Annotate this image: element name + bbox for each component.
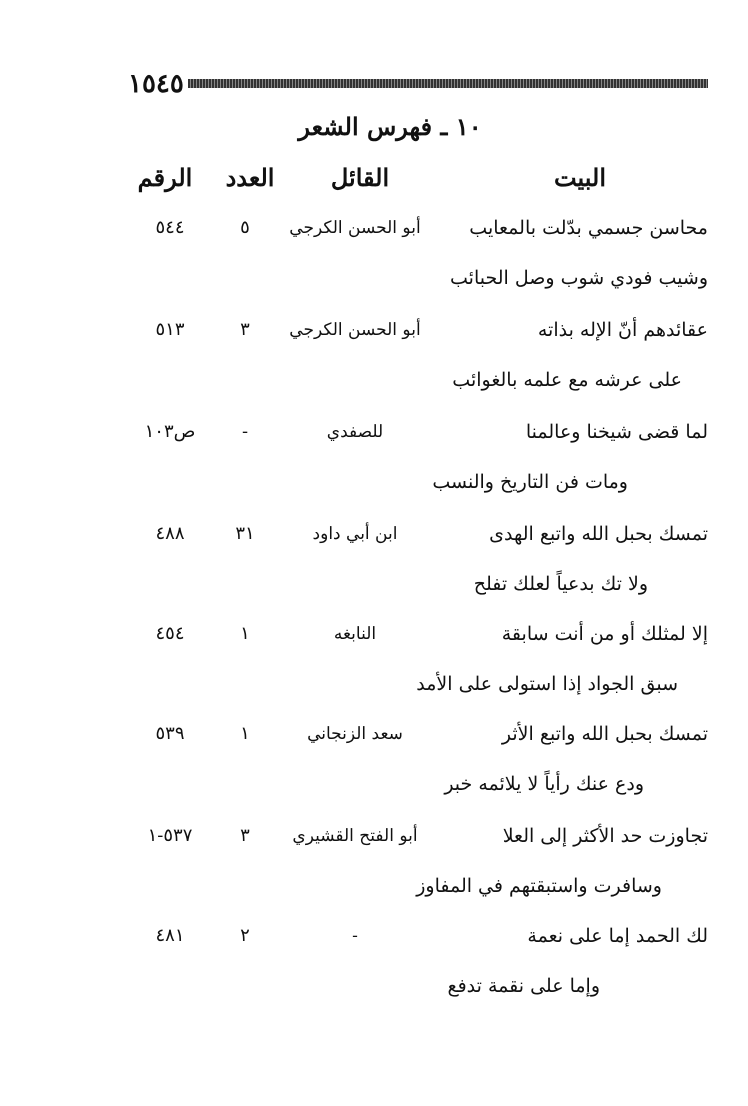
table-row	[0, 822, 748, 924]
speaker-cell: أبو الحسن الكرجي	[289, 320, 421, 340]
speaker-cell: سعد الزنجاني	[307, 724, 403, 744]
verse-second-hemistich: سبق الجواد إذا استولى على الأمد	[416, 673, 678, 695]
section-title: ١٠ ـ فهرس الشعر	[298, 112, 482, 141]
header-rule	[188, 79, 708, 88]
verse-first-hemistich: لك الحمد إما على نعمة	[527, 925, 708, 947]
number-cell: ٤٥٤	[155, 623, 185, 644]
verse-second-hemistich: ودع عنك رأياً لا يلائمه خبر	[444, 773, 644, 795]
count-cell: ٢	[240, 925, 250, 946]
table-row	[0, 214, 748, 316]
page-number: ١٥٤٥	[128, 69, 184, 99]
verse-first-hemistich: تمسك بحبل الله واتبع الأثر	[501, 723, 708, 745]
column-header-verse: البيت	[553, 163, 607, 192]
count-cell: ١	[240, 623, 250, 644]
count-cell: ٣	[240, 319, 250, 340]
number-cell: ٥١٣	[155, 319, 185, 340]
number-cell: ٥٣٧-١	[147, 825, 193, 846]
speaker-cell: أبو الحسن الكرجي	[289, 218, 421, 238]
verse-second-hemistich: وشيب فودي شوب وصل الحبائب	[450, 267, 708, 289]
count-cell: ٥	[240, 217, 250, 238]
speaker-cell: أبو الفتح القشيري	[292, 826, 418, 846]
verse-second-hemistich: وسافرت واستبقتهم في المفاوز	[416, 875, 662, 897]
verse-first-hemistich: إلا لمثلك أو من أنت سابقة	[501, 623, 708, 645]
number-cell: ٤٨١	[155, 925, 185, 946]
speaker-cell: النابغه	[333, 624, 377, 644]
verse-first-hemistich: تجاوزت حد الأكثر إلى العلا	[502, 825, 708, 847]
count-cell: ٣	[240, 825, 250, 846]
table-row	[0, 922, 748, 1024]
verse-second-hemistich: ومات فن التاريخ والنسب	[432, 471, 628, 493]
speaker-cell: للصفدي	[326, 422, 384, 442]
table-row	[0, 418, 748, 520]
verse-second-hemistich: على عرشه مع علمه بالغوائب	[452, 369, 682, 391]
table-row	[0, 316, 748, 418]
number-cell: ٤٨٨	[155, 523, 185, 544]
verse-second-hemistich: ولا تك بدعياً لعلك تفلح	[473, 573, 648, 595]
verse-first-hemistich: تمسك بحبل الله واتبع الهدى	[489, 523, 708, 545]
speaker-cell: -	[352, 926, 358, 946]
table-row	[0, 520, 748, 622]
table-row	[0, 720, 748, 822]
number-cell: ٥٣٩	[155, 723, 185, 744]
verse-first-hemistich: عقائدهم أنّ الإله بذاته	[537, 319, 708, 341]
count-cell: ٣١	[235, 523, 255, 544]
number-cell: ص١٠٣	[144, 421, 196, 442]
column-header-number: الرقم	[137, 163, 193, 192]
count-cell: -	[241, 421, 249, 442]
verse-first-hemistich: محاسن جسمي بدّلت بالمعايب	[469, 217, 708, 239]
speaker-cell: ابن أبي داود	[312, 524, 398, 544]
column-header-count: العدد	[225, 163, 275, 192]
verse-second-hemistich: وإما على نقمة تدفع	[447, 975, 600, 997]
table-row	[0, 620, 748, 722]
column-header-speaker: القائل	[330, 163, 390, 192]
verse-first-hemistich: لما قضى شيخنا وعالمنا	[525, 421, 708, 443]
count-cell: ١	[240, 723, 250, 744]
number-cell: ٥٤٤	[155, 217, 185, 238]
